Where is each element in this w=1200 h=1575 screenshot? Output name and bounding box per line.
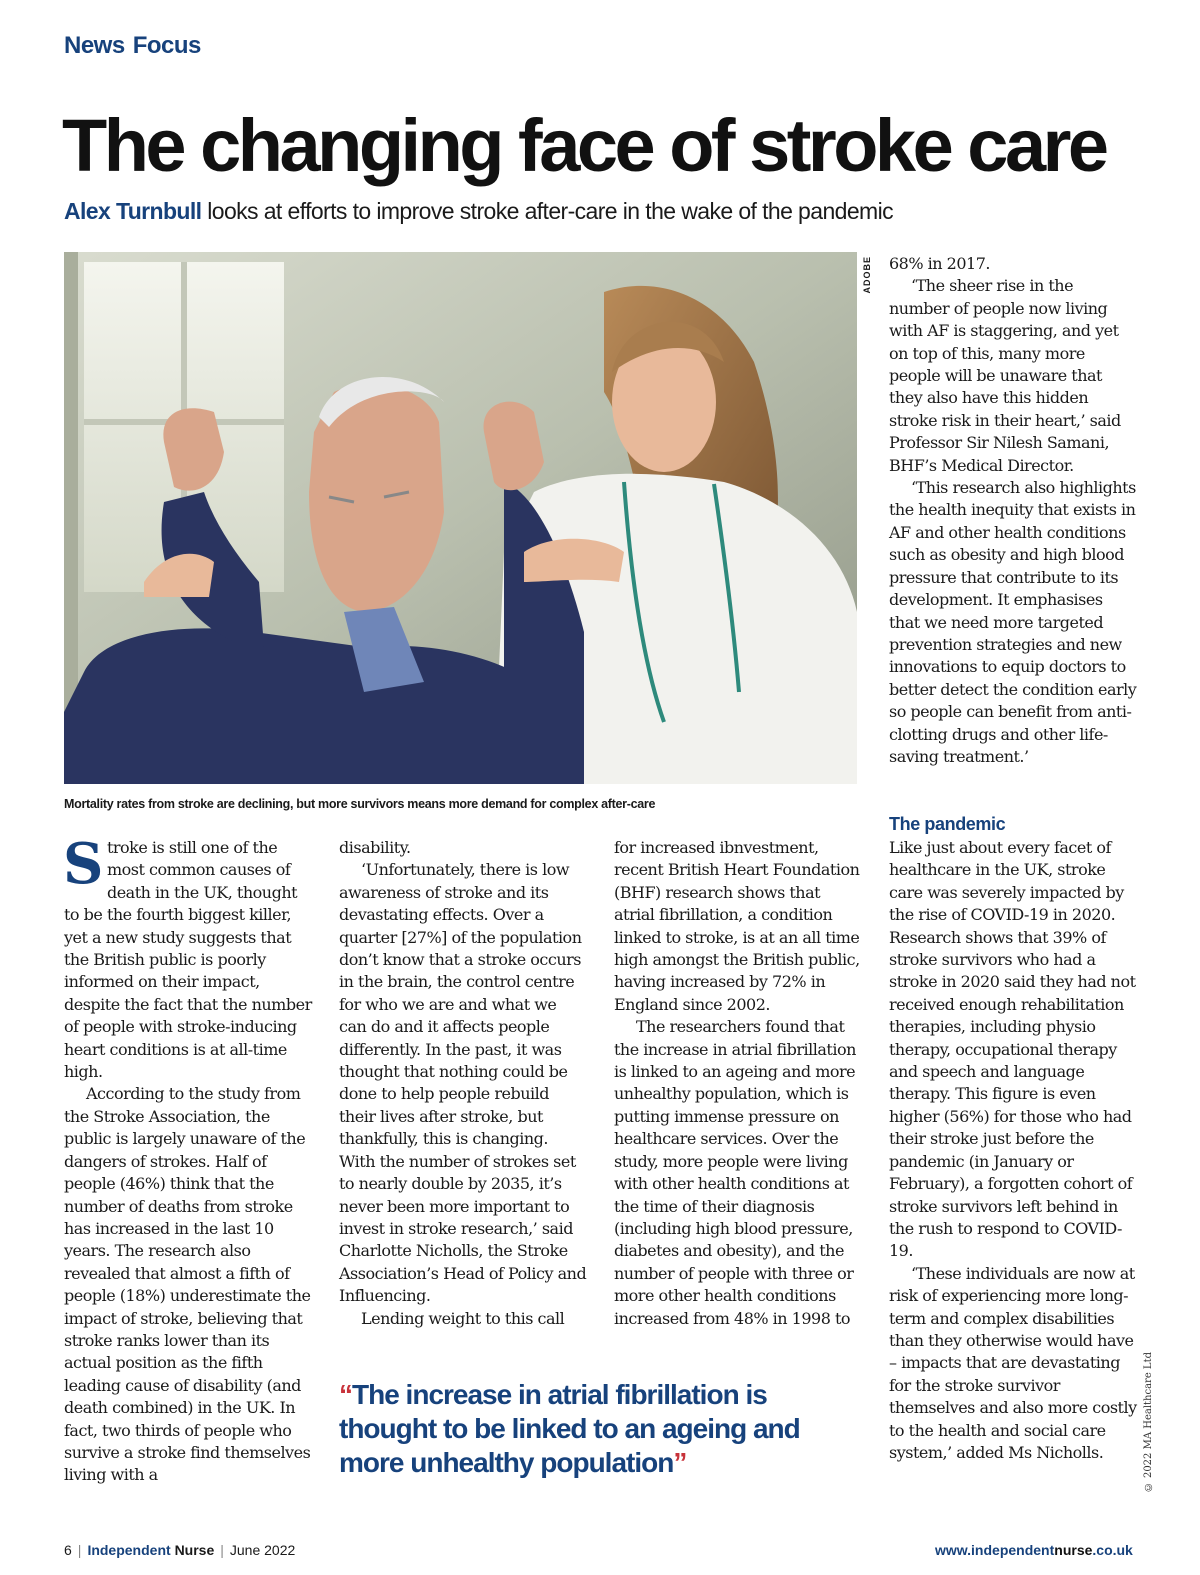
paragraph: Lending weight to this call (361, 1308, 565, 1328)
close-quote-mark: ” (673, 1447, 687, 1478)
subheading: The pandemic (889, 814, 1006, 834)
page-number: 6 (64, 1542, 72, 1558)
photo-illustration (64, 252, 857, 784)
standfirst-text: looks at efforts to improve stroke after-care in the wake of the pandemic (201, 198, 893, 224)
article-column-2 (339, 837, 587, 1330)
section-news: News (64, 32, 125, 59)
footer-folio: 6 | Independent Nurse | June 2022 (64, 1542, 296, 1558)
article-column-1 (63, 831, 312, 1487)
photo-credit: ADOBE (862, 256, 872, 294)
paragraph: 68% in 2017. (889, 254, 990, 273)
page-title: The changing face of stroke care (62, 104, 1106, 187)
photo-caption: Mortality rates from stroke are declining, but more survivors means more demand for complex after-care (64, 797, 656, 811)
paragraph: Like just about every facet of healthcare in the UK, stroke care was severely impacted by the rise of COVID-19 in 2020. Research shows that 39% of stroke survivors who had a stroke in 2020 said they had not received enough rehabilitation therapies, including physio therapy, occupational therapy and speech and language therapy. This figure is even higher (56%) for those who had their stroke just before the pandemic (in January or February), a forgotten cohort of stroke survivors left behind in the rush to respond to COVID-19. (889, 838, 1136, 1261)
copyright-notice: © 2022 MA Healthcare Ltd (1143, 1352, 1154, 1493)
paragraph: ‘The sheer rise in the number of people now living with AF is staggering, and yet on top of this, many more people will be unaware that they also have this hidden stroke risk in their heart,’ said Professor Sir Nilesh Samani, BHF’s Medical Director. (889, 276, 1121, 475)
publication-name-b: Nurse (174, 1542, 215, 1558)
standfirst (64, 198, 893, 225)
paragraph: ‘This research also highlights the health inequity that exists in AF and other health conditions such as obesity and high blood pressure that contribute to its development. It emphasises that we need more targeted prevention strategies and new innovations to equip doctors to better detect the condition early so people can benefit from anti-clotting drugs and other life-saving treatment.’ (889, 478, 1137, 766)
section-label (64, 32, 201, 60)
paragraph: According to the study from the Stroke Association, the public is largely unaware of the dangers of strokes. Half of people (46%) think that the number of deaths from stroke has increased in the last 10 years. The research also revealed that almost a fifth of people (18%) underestimate the impact of stroke, believing that stroke ranks lower than its actual position as the fifth leading cause of disability (and death combined) in the UK. In fact, two thirds of people who survive a stroke find themselves living with a (64, 1084, 311, 1485)
url-part: www.independent (935, 1542, 1055, 1558)
publication-name-a: Independent (87, 1542, 171, 1558)
pull-quote (339, 1378, 869, 1480)
paragraph: for increased ibnvestment, recent British Heart Foundation (BHF) research shows that atrial fibrillation, a condition linked to stroke, is at an all time high amongst the British public, having increased by 72% in England since 2002. (614, 838, 860, 1014)
paragraph: The researchers found that the increase in atrial fibrillation is linked to an ageing and more unhealthy population, which is putting immense pressure on healthcare services. Over the study, more people were living with other health conditions at the time of their diagnosis (including high blood pressure, diabetes and obesity), and the number of people with three or more other health conditions increased from 48% in 1998 to (614, 1017, 856, 1328)
author-name: Alex Turnbull (64, 198, 202, 224)
article-column-3 (614, 837, 862, 1330)
paragraph: ‘Unfortunately, there is low awareness of stroke and its devastating effects. Over a quarter [27%] of the population don’t know that a stroke occurs in the brain, the control centre for who we are and what we can do and it affects people differently. In the past, it was thought that nothing could be done to help people rebuild their lives after stroke, but thankfully, this is changing. With the number of strokes set to nearly double by 2035, it’s never been more important to invest in stroke research,’ said Charlotte Nicholls, the Stroke Association’s Head of Policy and Influencing. (339, 860, 587, 1306)
article-column-4-top (889, 253, 1137, 768)
paragraph: disability. (339, 838, 411, 857)
paragraph: troke is still one of the most common causes of death in the UK, thought to be the fourth biggest killer, yet a new study suggests that the British public is poorly informed on their impact, despite the fact that the number of people with stroke-inducing heart conditions is at all-time high. (64, 838, 312, 1082)
open-quote-mark: “ (339, 1379, 352, 1410)
paragraph: ‘These individuals are now at risk of experiencing more long-term and complex disabilities than they otherwise would have – impacts that are devastating for the stroke survivor themselves and also more costly to the health and social care system,’ added Ms Nicholls. (889, 1263, 1137, 1462)
article-photo (64, 252, 857, 784)
footer-url[interactable] (935, 1542, 1133, 1558)
drop-cap: S (63, 831, 103, 897)
pull-quote-text: The increase in atrial fibrillation is thought to be linked to an ageing and more unhealthy population (339, 1379, 800, 1478)
url-part: nurse (1054, 1542, 1093, 1558)
article-column-4-bottom (889, 837, 1137, 1464)
url-part: .co.uk (1092, 1542, 1133, 1558)
issue-date: June 2022 (229, 1542, 296, 1558)
section-focus: Focus (132, 32, 201, 59)
